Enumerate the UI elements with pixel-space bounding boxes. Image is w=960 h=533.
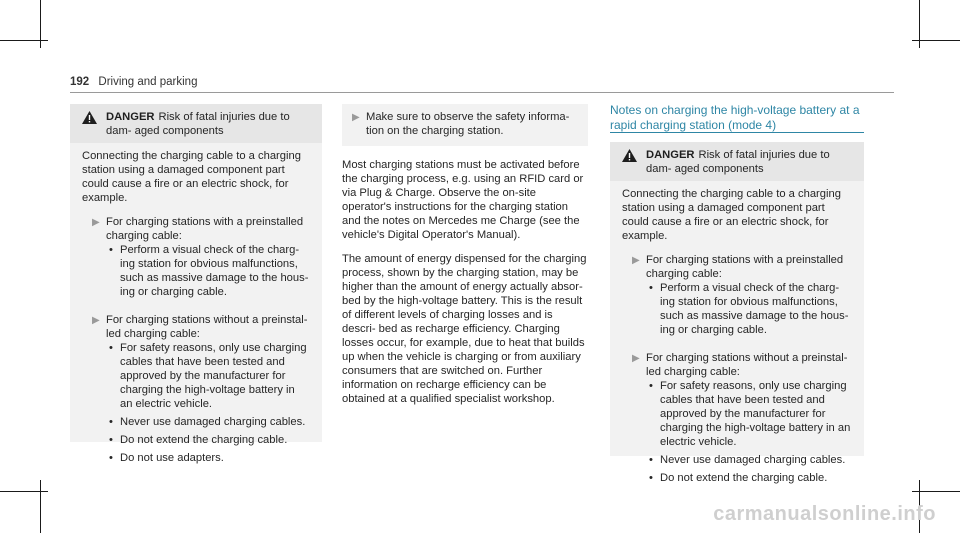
title-rule [610,132,864,133]
danger-intro: Connecting the charging cable to a charging station using a damaged component part could cause a fire or an electric shock, for example. [622,188,841,242]
step [92,313,310,469]
step-text: For charging stations without a preinstal- led charging cable: [106,314,308,340]
list-item: • Never use damaged charging cables. [660,453,852,467]
danger-box-right [610,142,864,484]
danger-heading-text: Risk of fatal injuries due to dam- aged components [646,149,830,175]
arrow-icon: ▶ [92,217,100,228]
warning-triangle-icon [622,149,638,176]
danger-intro: Connecting the charging cable to a charging station using a damaged component part could cause a fire or an electric shock, for example. [82,150,301,204]
section-title: Notes on charging the high-voltage battery at a rapid charging station (mode 4) [610,103,860,132]
list-item: • Never use damaged charging cables. [120,415,310,429]
arrow-icon: ▶ [632,255,640,266]
middle-column [342,104,588,406]
page-number: 192 [70,76,90,88]
danger-heading [610,142,864,181]
arrow-icon: ▶ [92,315,100,326]
crop-mark [912,491,960,492]
warning-triangle-icon [82,111,98,138]
list-item: • Do not extend the charging cable. [660,471,852,485]
list-item: • Do not use adapters. [120,451,310,465]
list-item: • Do not extend the charging cable. [120,433,310,447]
list-item: • For safety reasons, only use charging cables that have been tested and approved by the manufacturer for charging the high-voltage battery in an electric vehicle. [660,379,852,449]
step [632,253,852,341]
header-rule [70,92,894,93]
crop-mark [912,40,960,41]
danger-box-left [70,104,322,464]
crop-mark [0,40,48,41]
step [632,351,852,489]
step-text: For charging stations without a preinstal- led charging cable: [646,352,848,378]
crop-mark [40,480,41,533]
list-item: • For safety reasons, only use charging cables that have been tested and approved by the manufacturer for charging the high-voltage battery in an electric vehicle. [120,341,310,411]
watermark: carmanualsonline.info [713,503,936,525]
paragraph: The amount of energy dispensed for the charging process, shown by the charging station, may be higher than the amount of energy actually absor- bed by the high-voltage battery. This is the result of different levels of charging losses and is descri- bed as recharge efficiency. Charging losses occur, for example, due to heat that builds up when the vehicle is charging or from auxiliary consumers that are switched on. Further information on recharge efficiency can be obtained at a qualified specialist workshop. [342,253,587,405]
section-name: Driving and parking [98,76,198,88]
paragraph: Most charging stations must be activated before the charging process, e.g. using an RFID card or via Plug & Charge. Observe the on-site operator's instructions for the charging station and the notes on Mercedes me Charge (see the vehicle's Digital Operator's Manual). [342,159,584,241]
list-item: • Perform a visual check of the charg- ing station for obvious malfunctions, such as massive damage to the hous- ing or charging cable. [120,243,310,299]
danger-label: DANGER [646,149,695,161]
crop-mark [0,491,48,492]
step-text: For charging stations with a preinstalled charging cable: [646,254,844,280]
page-header [70,76,197,88]
arrow-icon: ▶ [352,112,360,123]
arrow-icon: ▶ [632,353,640,364]
step [92,215,310,303]
danger-heading [70,104,322,143]
list-item: • Perform a visual check of the charg- ing station for obvious malfunctions, such as massive damage to the hous- ing or charging cable. [660,281,852,337]
danger-label: DANGER [106,111,155,123]
tip-text: Make sure to observe the safety informa- tion on the charging station. [366,111,570,137]
tip-box [342,104,588,146]
step-text: For charging stations with a preinstalled charging cable: [106,216,304,242]
danger-heading-text: Risk of fatal injuries due to dam- aged components [106,111,290,137]
